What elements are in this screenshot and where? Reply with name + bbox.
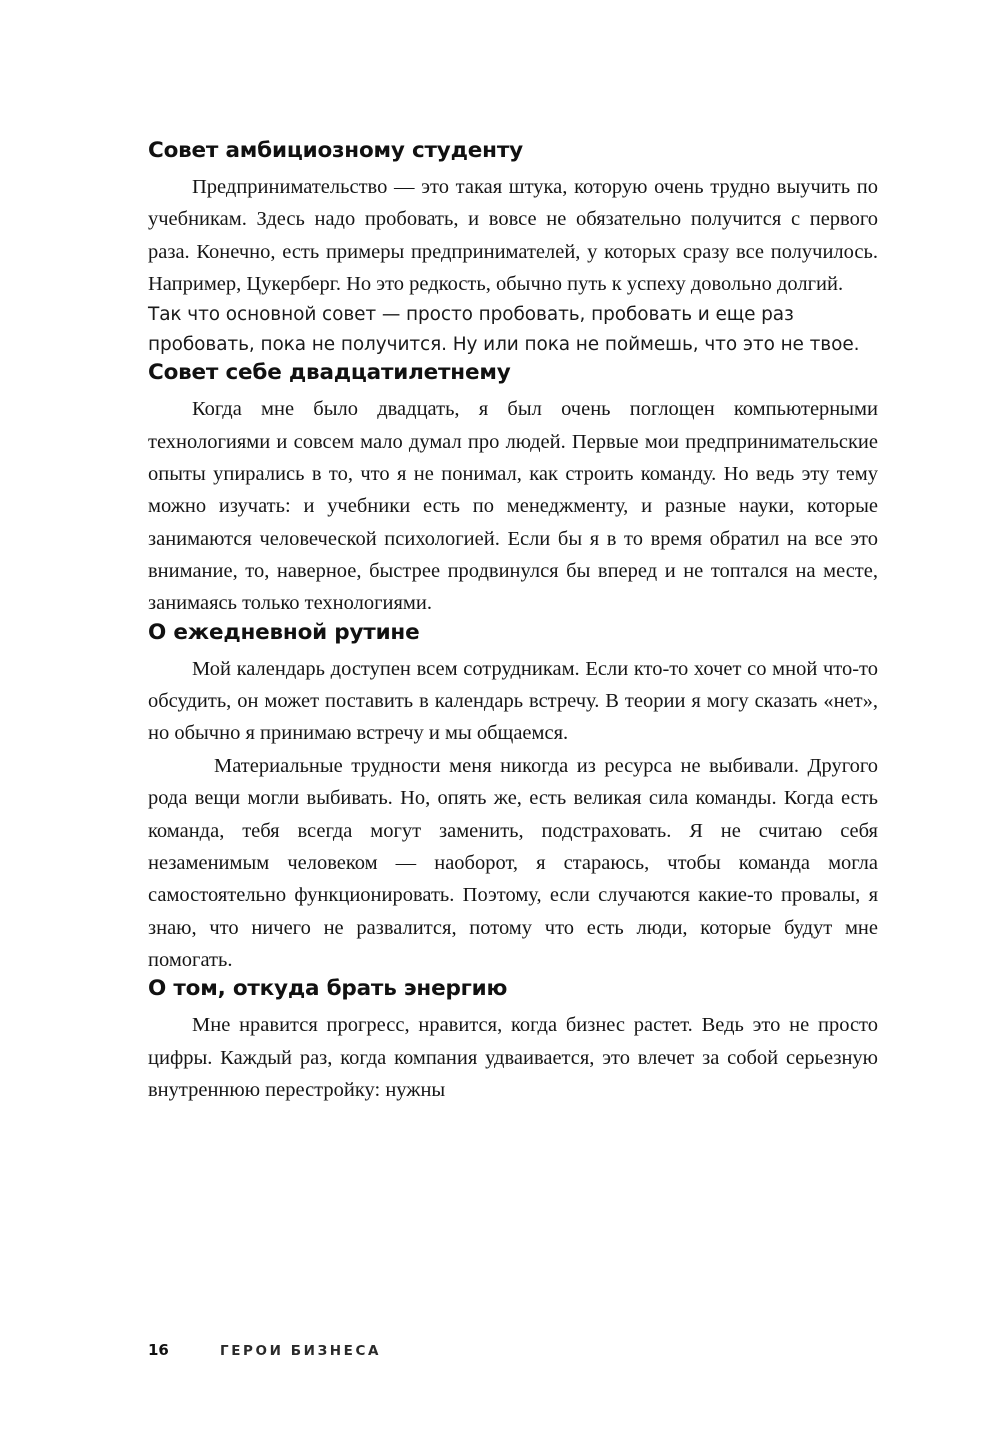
paragraph-entrepreneurship: Предпринимательство — это такая штука, которую очень трудно выучить по учебникам. Здесь надо пробовать, и вовсе не обязательно получится с первого раза. Конечно, есть примеры предпринимателей, у которых сразу все получилось. Например, Цукерберг. Но это редкость, обычно путь к успеху довольно долгий.: [148, 175, 878, 295]
section-heading-energy-source: О том, откуда брать энергию: [148, 976, 508, 1002]
paragraph-main-advice: Так что основной совет — просто пробовать, пробовать и еще раз пробовать, пока не получится. Ну или пока не поймешь, что это не твое.: [148, 304, 860, 356]
page-footer: [148, 1341, 878, 1359]
paragraph-calendar: Мой календарь доступен всем сотрудникам. Если кто-то хочет со мной что-то обсудить, он может поставить в календарь встречу. В теории я могу сказать «нет», но обычно я принимаю встречу и мы общаемся.: [148, 657, 878, 745]
paragraph-progress: Мне нравится прогресс, нравится, когда бизнес растет. Ведь это не просто цифры. Каждый раз, когда компания удваивается, это влечет за собой серьезную внутреннюю перестройку: нужны: [148, 1014, 878, 1102]
running-title: ГЕРОИ БИЗНЕСА: [220, 1343, 382, 1359]
page-content: [148, 138, 878, 1106]
page-number: 16: [148, 1341, 169, 1359]
paragraph-material-difficulties: Материальные трудности меня никогда из ресурса не выбивали. Другого рода вещи могли выбивать. Но, опять же, есть великая сила команды. Когда есть команда, тебя всегда могут заменить, подстраховать. Я не считаю себя незаменимым человеком — наоборот, я стараюсь, чтобы команда могла самостоятельно функционировать. Поэтому, если случаются какие-то провалы, я знаю, что ничего не развалится, потому что есть люди, которые будут мне помогать.: [148, 754, 878, 972]
section-heading-advice-twenty: Совет себе двадцатилетнему: [148, 360, 511, 386]
section-heading-advice-student: Совет амбициозному студенту: [148, 138, 523, 163]
paragraph-twenty-years-old: Когда мне было двадцать, я был очень поглощен компьютерными технологиями и совсем мало думал про людей. Первые мои предпринимательские опыты упирались в то, что я не понимал, как строить команду. Но ведь эту тему можно изучать: и учебники есть по менеджменту, и разные науки, которые занимаются человеческой психологией. Если бы я в то время обратил на все это внимание, то, наверное, быстрее продвинулся бы вперед и не топтался на месте, занимаясь только технологиями.: [148, 398, 878, 615]
section-heading-daily-routine: О ежедневной рутине: [148, 619, 420, 645]
